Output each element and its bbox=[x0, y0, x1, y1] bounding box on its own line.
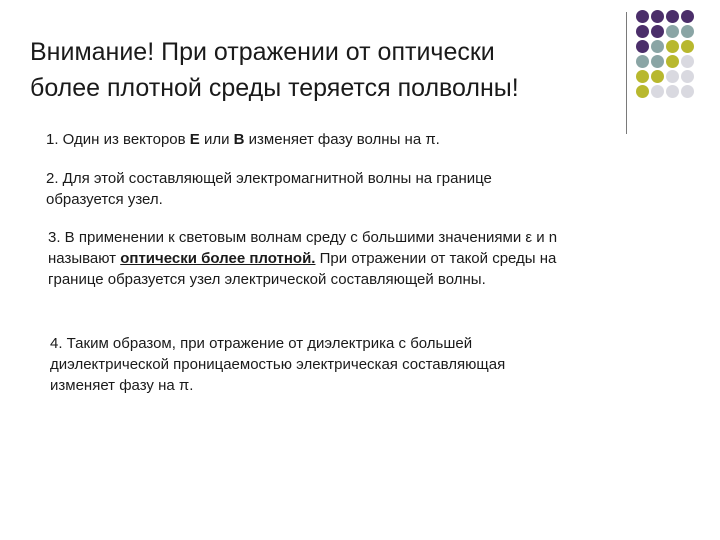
paragraph-4-line-1: 4. Таким образом, при отражение от диэлектрика с большей bbox=[50, 335, 473, 352]
decor-dot bbox=[666, 55, 679, 68]
paragraph-1-line bbox=[46, 129, 440, 150]
paragraph-3-line-1: 3. В применении к световым волнам среду с большими значениями ε и n bbox=[48, 229, 558, 246]
vector-e: Е bbox=[189, 131, 200, 148]
decor-dot bbox=[651, 85, 664, 98]
optically-denser-term: оптически более плотной. bbox=[120, 250, 316, 267]
decor-dot bbox=[681, 40, 694, 53]
paragraph-4-line-2: диэлектрической проницаемостью электрическая составляющая bbox=[50, 356, 506, 373]
p1-suffix: изменяет фазу волны на π. bbox=[244, 131, 440, 148]
decor-dot bbox=[666, 25, 679, 38]
decor-dot bbox=[636, 85, 649, 98]
paragraph-3-line-2 bbox=[48, 248, 557, 269]
decor-dot bbox=[681, 10, 694, 23]
decor-dot bbox=[636, 55, 649, 68]
decor-dot bbox=[651, 55, 664, 68]
p1-mid: или bbox=[199, 131, 234, 148]
decor-dot bbox=[681, 25, 694, 38]
decor-dot bbox=[636, 10, 649, 23]
decor-dot bbox=[666, 85, 679, 98]
decor-dot bbox=[636, 40, 649, 53]
decor-dot bbox=[651, 25, 664, 38]
title-line-1: Внимание! При отражении от оптически bbox=[30, 38, 495, 66]
p1-prefix: 1. Один из векторов bbox=[46, 131, 190, 148]
paragraph-3-line-3: границе образуется узел электрической составляющей волны. bbox=[48, 271, 486, 288]
decor-dot bbox=[666, 70, 679, 83]
decor-dot bbox=[651, 70, 664, 83]
paragraph-1 bbox=[46, 129, 440, 150]
decor-dot bbox=[681, 70, 694, 83]
decor-dot bbox=[636, 70, 649, 83]
paragraph-3 bbox=[48, 227, 557, 290]
paragraph-2-line-1: 2. Для этой составляющей электромагнитной волны на границе bbox=[46, 170, 492, 187]
decor-dot bbox=[636, 25, 649, 38]
p3-line2-prefix: называют bbox=[48, 250, 121, 267]
decor-dot bbox=[681, 55, 694, 68]
decor-dot bbox=[651, 10, 664, 23]
paragraph-2 bbox=[46, 168, 492, 210]
p3-line2-suffix: При отражении от такой среды на bbox=[315, 250, 557, 267]
title-divider bbox=[626, 12, 627, 134]
slide-title bbox=[30, 34, 610, 106]
paragraph-2-line-2: образуется узел. bbox=[46, 191, 163, 208]
paragraph-4-line-3: изменяет фазу на π. bbox=[50, 377, 194, 394]
decor-dot bbox=[651, 40, 664, 53]
title-line-2: более плотной среды теряется полволны! bbox=[30, 74, 519, 102]
paragraph-4 bbox=[50, 333, 505, 396]
decor-dot bbox=[681, 85, 694, 98]
vector-b: В bbox=[233, 131, 245, 148]
decorative-dot-grid bbox=[636, 10, 695, 99]
decor-dot bbox=[666, 40, 679, 53]
decor-dot bbox=[666, 10, 679, 23]
